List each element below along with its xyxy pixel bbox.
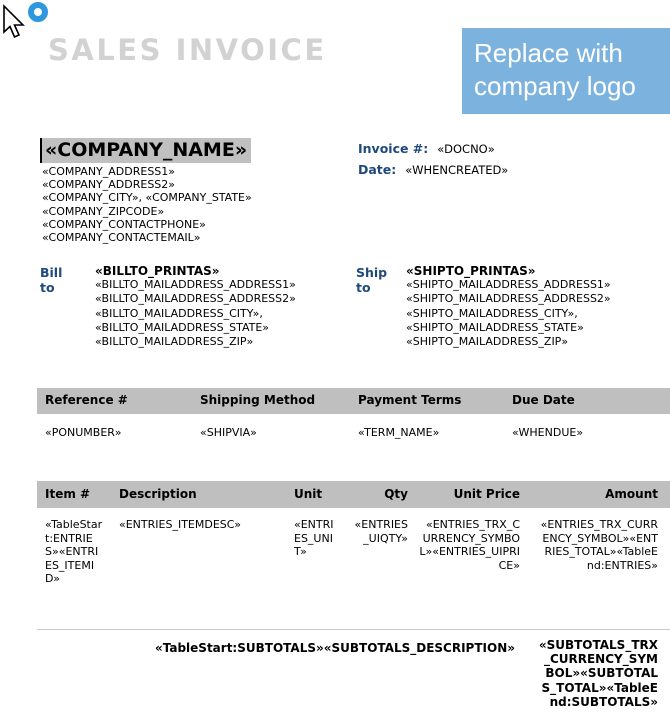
- item-description-field[interactable]: «ENTRIES_ITEMDESC»: [119, 518, 241, 531]
- subtotals-description-field[interactable]: «TableStart:SUBTOTALS»«SUBTOTALS_DESCRIPTION»: [154, 641, 515, 655]
- term-name-field[interactable]: «TERM_NAME»: [358, 426, 440, 439]
- company-zipcode-field[interactable]: «COMPANY_ZIPCODE»: [42, 204, 165, 218]
- company-email-field[interactable]: «COMPANY_CONTACTEMAIL»: [42, 231, 201, 245]
- payment-terms-header: Payment Terms: [358, 393, 462, 407]
- shipto-address1-field[interactable]: «SHIPTO_MAILADDRESS_ADDRESS1»: [406, 278, 611, 292]
- invoice-date-field[interactable]: «WHENCREATED»: [405, 163, 509, 177]
- item-qty-field[interactable]: «ENTRIES_UIQTY»: [354, 518, 408, 545]
- bill-to-label: Bill to: [40, 265, 63, 295]
- busy-ring-icon: [31, 5, 45, 19]
- shipto-address2-field[interactable]: «SHIPTO_MAILADDRESS_ADDRESS2»: [406, 292, 611, 306]
- page-title: SALES INVOICE: [48, 33, 327, 67]
- due-date-header: Due Date: [512, 393, 575, 407]
- company-address1-field[interactable]: «COMPANY_ADDRESS1»: [42, 165, 176, 178]
- qty-header: Qty: [384, 487, 408, 501]
- shipto-city-field[interactable]: «SHIPTO_MAILADDRESS_CITY»,: [406, 306, 578, 320]
- company-address-block: [42, 165, 252, 244]
- company-city-state-field[interactable]: «COMPANY_CITY», «COMPANY_STATE»: [42, 191, 252, 205]
- subtotals-divider: [37, 629, 670, 630]
- billto-city-field[interactable]: «BILLTO_MAILADDRESS_CITY»,: [95, 306, 263, 320]
- ship-to-label: Ship to: [356, 265, 388, 295]
- amount-header: Amount: [605, 487, 658, 501]
- arrow-cursor-icon: [4, 6, 23, 37]
- company-address2-field[interactable]: «COMPANY_ADDRESS2»: [42, 178, 176, 192]
- bill-to-block: [95, 264, 296, 349]
- billto-address2-field[interactable]: «BILLTO_MAILADDRESS_ADDRESS2»: [95, 292, 296, 306]
- logo-placeholder-text-line2: company logo: [474, 71, 636, 101]
- subtotals-amount-field[interactable]: «SUBTOTALS_TRX_CURRENCY_SYMBOL»«SUBTOTALS_TOTAL»«TableEnd:SUBTOTALS»: [538, 638, 658, 709]
- busy-pointer-icon: [0, 0, 52, 44]
- item-amount-field[interactable]: «ENTRIES_TRX_CURRENCY_SYMBOL»«ENTRIES_TOTAL»«TableEnd:ENTRIES»: [540, 518, 658, 572]
- item-number-header: Item #: [45, 487, 91, 501]
- item-id-field[interactable]: «TableStart:ENTRIES»«ENTRIES_ITEMID»: [45, 518, 103, 585]
- company-name-field[interactable]: «COMPANY_NAME»: [40, 138, 251, 163]
- invoice-meta: [358, 141, 508, 183]
- shipvia-field[interactable]: «SHIPVIA»: [200, 426, 257, 439]
- shipto-name-field[interactable]: «SHIPTO_PRINTAS»: [406, 264, 536, 278]
- item-unit-price-field[interactable]: «ENTRIES_TRX_CURRENCY_SYMBOL»«ENTRIES_UIPRICE»: [419, 518, 520, 572]
- ponumber-field[interactable]: «PONUMBER»: [45, 426, 122, 439]
- billto-zip-field[interactable]: «BILLTO_MAILADDRESS_ZIP»: [95, 335, 254, 349]
- company-logo-placeholder[interactable]: [462, 28, 670, 114]
- unit-header: Unit: [294, 487, 323, 501]
- whendue-field[interactable]: «WHENDUE»: [512, 426, 584, 439]
- billto-address1-field[interactable]: «BILLTO_MAILADDRESS_ADDRESS1»: [95, 278, 296, 292]
- reference-header: Reference #: [45, 393, 128, 407]
- shipto-state-field[interactable]: «SHIPTO_MAILADDRESS_STATE»: [406, 320, 584, 334]
- billto-state-field[interactable]: «BILLTO_MAILADDRESS_STATE»: [95, 320, 270, 334]
- invoice-number-row: [358, 141, 508, 156]
- invoice-date-row: [358, 162, 508, 177]
- shipto-zip-field[interactable]: «SHIPTO_MAILADDRESS_ZIP»: [406, 335, 569, 349]
- reference-table-header-bar: [37, 388, 670, 414]
- item-unit-field[interactable]: «ENTRIES_UNIT»: [294, 518, 334, 558]
- unit-price-header: Unit Price: [453, 487, 520, 501]
- company-phone-field[interactable]: «COMPANY_CONTACTPHONE»: [42, 217, 206, 231]
- description-header: Description: [119, 487, 197, 501]
- invoice-number-field[interactable]: «DOCNO»: [437, 142, 495, 156]
- billto-name-field[interactable]: «BILLTO_PRINTAS»: [95, 264, 220, 278]
- invoice-number-label: Invoice #:: [358, 141, 429, 156]
- shipping-method-header: Shipping Method: [200, 393, 316, 407]
- invoice-date-label: Date:: [358, 162, 397, 177]
- ship-to-block: [406, 264, 611, 349]
- logo-placeholder-text-line1: Replace with: [474, 38, 623, 68]
